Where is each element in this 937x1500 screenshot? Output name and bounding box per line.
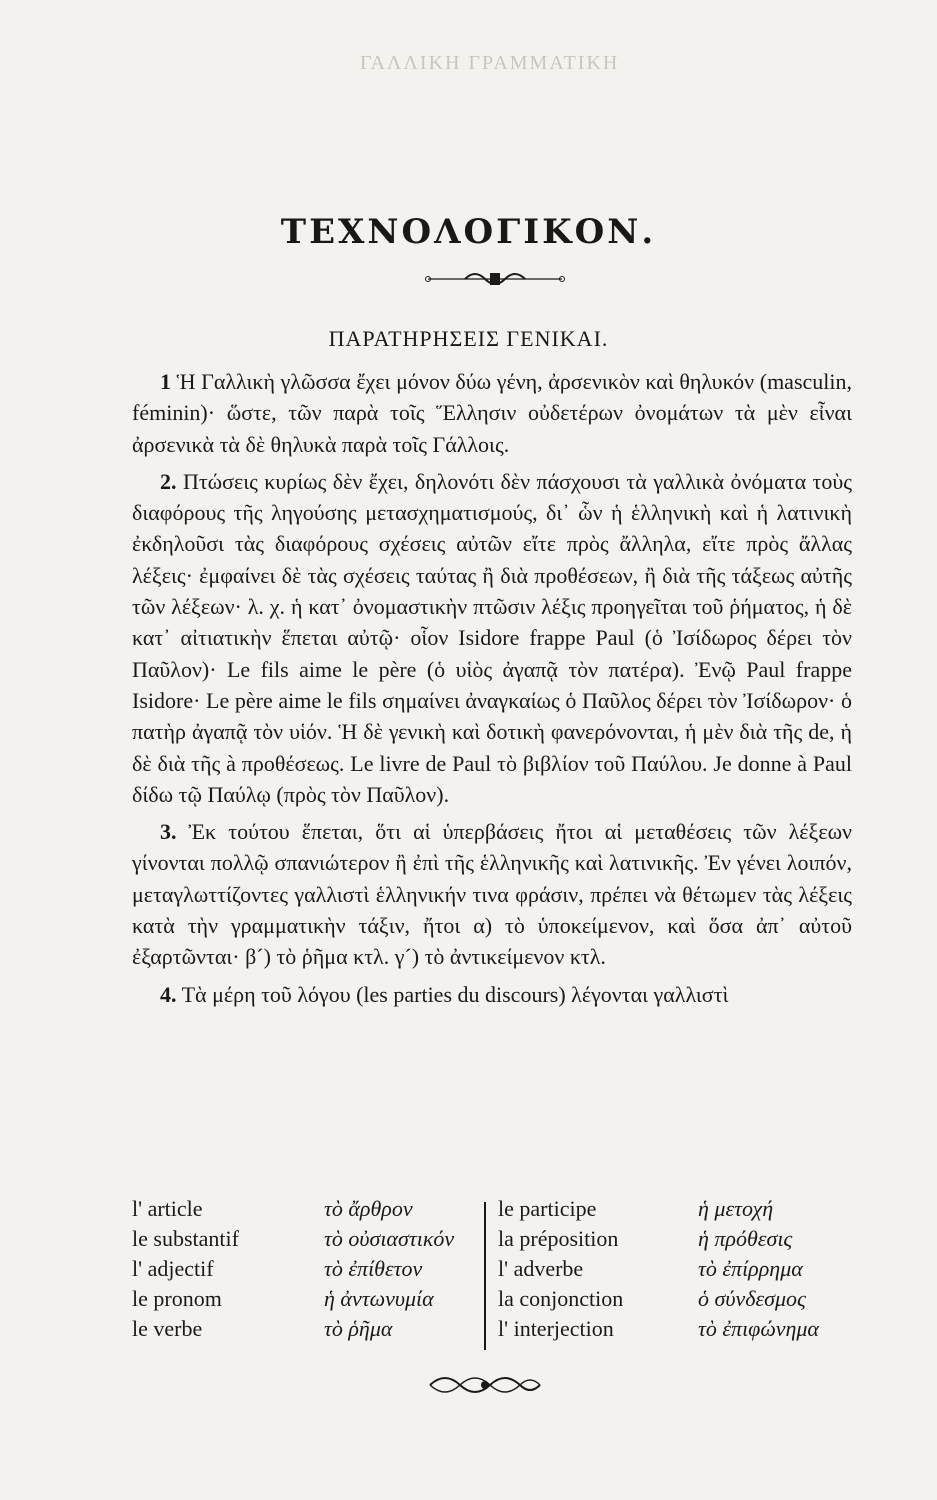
greek-term: τὸ ἄρθρον xyxy=(324,1196,413,1221)
french-term: le participe xyxy=(498,1196,597,1221)
french-term: l' article xyxy=(132,1196,203,1221)
tailpiece-ornament-icon xyxy=(420,1368,550,1402)
paragraph-number: 3. xyxy=(160,819,177,845)
paragraph-4 xyxy=(132,979,852,1010)
greek-term: ὁ σύνδεσμος xyxy=(698,1286,806,1311)
section-heading: ΠΑΡΑΤΗΡΗΣΕΙΣ ΓΕΝΙΚΑΙ. xyxy=(328,326,609,351)
french-term: le substantif xyxy=(132,1226,239,1251)
french-term: l' adverbe xyxy=(498,1256,584,1281)
greek-term: τὸ ἐπίθετον xyxy=(324,1256,423,1281)
column-divider xyxy=(484,1202,486,1350)
paragraph-3 xyxy=(132,816,852,972)
term-row xyxy=(498,1224,852,1254)
french-term: la conjonction xyxy=(498,1286,624,1311)
paragraph-text: Ἡ Γαλλικὴ γλῶσσα ἔχει μόνον δύω γένη, ἀρσενικὸν καὶ θηλυκόν (masculin, féminin)· ὥστε, τῶν παρὰ τοῖς Ἕλλησιν οὐδετέρων ὀνομάτων τὰ μὲν εἶναι ἀρσενικὰ τὰ δὲ θηλυκὰ παρὰ τοῖς Γάλλοις. xyxy=(132,369,852,457)
greek-term: ἡ μετοχή xyxy=(698,1196,774,1221)
greek-term: τὸ ἐπιφώνημα xyxy=(698,1316,819,1341)
paragraph-text: Τὰ μέρη τοῦ λόγου (les parties du discours) λέγονται γαλλιστὶ xyxy=(181,981,729,1007)
term-row xyxy=(498,1254,852,1284)
paragraph-text: Πτώσεις κυρίως δὲν ἔχει, δηλονότι δὲν πάσχουσι τὰ γαλλικὰ ὀνόματα τοὺς διαφόρους τῆς ληγούσης μετασχηματισμούς, δι᾽ ὧν ἡ ἑλληνικὴ καὶ ἡ λατινικὴ ἐκδηλοῦσι τὰς διαφόρους σχέσεις αὐτῶν εἴτε πρὸς ἄλληλα, εἴτε πρὸς ἄλλας λέξεις· ἐμφαίνει δὲ τὰς σχέσεις ταύτας ἢ διὰ προθέσεων, ἢ διὰ τῆς τάξεως αὐτῆς τῶν λέξεων· λ. χ. ἡ κατ᾽ ὀνομαστικὴν πτῶσιν λέξις προηγεῖται τοῦ ῥήματος, ἡ δὲ κατ᾽ αἰτιατικὴν ἕπεται αὐτῷ· οἷον Isidore frappe Paul (ὁ Ἰσίδωρος δέρει τὸν Παῦλον)· Le fils aime le père (ὁ υἱὸς ἀγαπᾷ τὸν πατέρα). Ἐνῷ Paul frappe Isidore· Le père aime le fils σημαίνει ἀναγκαίως ὁ Παῦλος δέρει τὸν Ἰσίδωρον· ὁ πατὴρ ἀγαπᾷ τὸν υἱόν. Ἡ δὲ γενικὴ καὶ δοτικὴ φανερόνονται, ἡ μὲν διὰ τῆς de, ἡ δὲ διὰ τῆς à προθέσεως. Le livre de Paul τὸ βιβλίον τοῦ Παύλου. Je donne à Paul δίδω τῷ Παύλῳ (πρὸς τὸν Παῦλον). xyxy=(132,468,852,807)
ornament-divider-icon xyxy=(420,268,570,290)
term-row xyxy=(498,1284,852,1314)
greek-term: τὸ ἐπίρρημα xyxy=(698,1256,803,1281)
term-row xyxy=(132,1194,482,1224)
paragraph-number: 4. xyxy=(160,981,177,1007)
paragraph-number: 2. xyxy=(160,468,177,494)
french-term: l' adjectif xyxy=(132,1256,214,1281)
bleed-through-running-header: ΓΑΛΛΙΚΗ ΓΡΑΜΜΑΤΙΚΗ xyxy=(360,52,620,74)
term-row xyxy=(132,1224,482,1254)
french-term: le verbe xyxy=(132,1316,203,1341)
paragraph-number: 1 xyxy=(160,369,171,394)
greek-term: ἡ πρόθεσις xyxy=(698,1226,793,1251)
paragraph-2 xyxy=(132,466,852,810)
term-row xyxy=(132,1254,482,1284)
french-term: l' interjection xyxy=(498,1316,614,1341)
paragraph-text: Ἐκ τούτου ἕπεται, ὅτι αἱ ὑπερβάσεις ἤτοι αἱ μεταθέσεις τῶν λέξεων γίνονται πολλῷ σπανιώτερον ἢ ἐπὶ τῆς ἑλληνικῆς καὶ λατινικῆς. Ἐν γένει λοιπόν, μεταγλωττίζοντες γαλλιστὶ ἑλληνικήν τινα φράσιν, πρέπει νὰ θέτωμεν τὰς λέξεις κατὰ τὴν γραμματικὴν τάξιν, ἤτοι α) τὸ ὑποκείμενον, καὶ ὅσα ἀπ᾽ αὐτοῦ ἐξαρτῶνται· β´) τὸ ῥῆμα κτλ. γ´) τὸ ἀντικείμενον κτλ. xyxy=(132,819,853,970)
french-term: le pronom xyxy=(132,1286,222,1311)
term-row xyxy=(132,1314,482,1344)
greek-term: τὸ οὐσιαστικόν xyxy=(324,1226,455,1251)
greek-term: ἡ ἀντωνυμία xyxy=(324,1286,434,1311)
greek-term: τὸ ῥῆμα xyxy=(324,1316,393,1341)
term-row xyxy=(498,1314,852,1344)
term-row xyxy=(498,1194,852,1224)
term-row xyxy=(132,1284,482,1314)
chapter-title: ΤΕΧΝΟΛΟΓΙΚΟΝ. xyxy=(280,212,657,252)
french-term: la préposition xyxy=(498,1226,619,1251)
body-text xyxy=(132,366,852,1010)
paragraph-1 xyxy=(132,366,852,460)
parts-of-speech-table xyxy=(132,1194,852,1354)
